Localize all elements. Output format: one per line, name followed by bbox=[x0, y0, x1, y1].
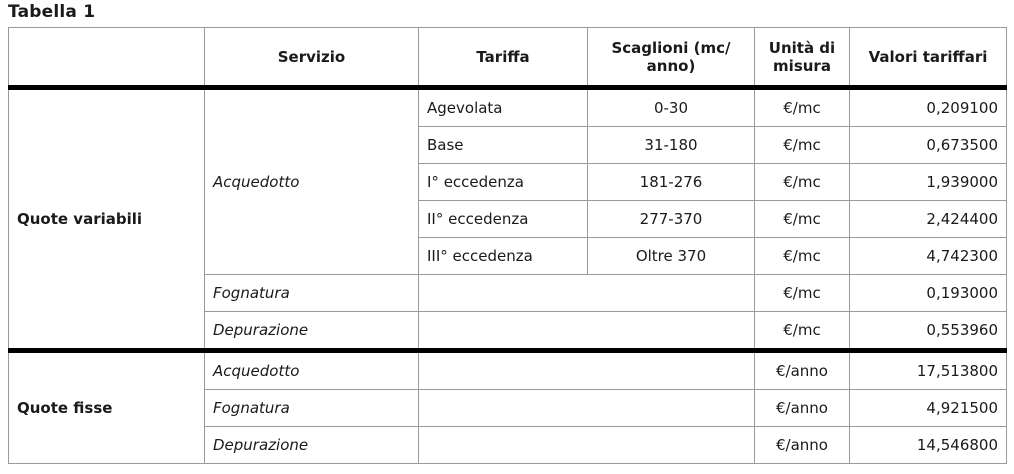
header-scaglioni: Scaglioni (mc/ anno) bbox=[588, 28, 755, 88]
scaglioni-cell: 31-180 bbox=[588, 127, 755, 164]
empty-cell bbox=[419, 427, 755, 464]
group-label-quote-fisse: Quote fisse bbox=[9, 351, 205, 464]
unita-cell: €/mc bbox=[755, 88, 850, 127]
valore-cell: 1,939000 bbox=[850, 164, 1007, 201]
service-depurazione: Depurazione bbox=[205, 312, 419, 351]
header-valori: Valori tariffari bbox=[850, 28, 1007, 88]
unita-cell: €/anno bbox=[755, 427, 850, 464]
empty-cell bbox=[419, 390, 755, 427]
header-row bbox=[9, 28, 1007, 88]
unita-cell: €/anno bbox=[755, 390, 850, 427]
header-empty bbox=[9, 28, 205, 88]
unita-cell: €/anno bbox=[755, 351, 850, 390]
empty-cell bbox=[419, 275, 755, 312]
table-title: Tabella 1 bbox=[8, 2, 96, 22]
unita-cell: €/mc bbox=[755, 127, 850, 164]
valore-cell: 2,424400 bbox=[850, 201, 1007, 238]
unita-cell: €/mc bbox=[755, 164, 850, 201]
valore-cell: 4,742300 bbox=[850, 238, 1007, 275]
empty-cell bbox=[419, 312, 755, 351]
scaglioni-cell: 181-276 bbox=[588, 164, 755, 201]
valore-cell: 14,546800 bbox=[850, 427, 1007, 464]
header-servizio: Servizio bbox=[205, 28, 419, 88]
scaglioni-cell: 277-370 bbox=[588, 201, 755, 238]
valore-cell: 4,921500 bbox=[850, 390, 1007, 427]
valore-cell: 0,209100 bbox=[850, 88, 1007, 127]
table-row bbox=[9, 351, 1007, 390]
unita-cell: €/mc bbox=[755, 238, 850, 275]
tariffa-cell: Agevolata bbox=[419, 88, 588, 127]
unita-cell: €/mc bbox=[755, 275, 850, 312]
table-row bbox=[9, 88, 1007, 127]
valore-cell: 0,673500 bbox=[850, 127, 1007, 164]
tariffa-cell: Base bbox=[419, 127, 588, 164]
valore-cell: 17,513800 bbox=[850, 351, 1007, 390]
unita-cell: €/mc bbox=[755, 201, 850, 238]
group-label-quote-variabili: Quote variabili bbox=[9, 88, 205, 351]
empty-cell bbox=[419, 351, 755, 390]
tariffa-cell: I° eccedenza bbox=[419, 164, 588, 201]
service-acquedotto: Acquedotto bbox=[205, 88, 419, 275]
header-tariffa: Tariffa bbox=[419, 28, 588, 88]
service-fognatura: Fognatura bbox=[205, 390, 419, 427]
tariffa-cell: II° eccedenza bbox=[419, 201, 588, 238]
valore-cell: 0,193000 bbox=[850, 275, 1007, 312]
scaglioni-cell: 0-30 bbox=[588, 88, 755, 127]
unita-cell: €/mc bbox=[755, 312, 850, 351]
service-depurazione: Depurazione bbox=[205, 427, 419, 464]
service-fognatura: Fognatura bbox=[205, 275, 419, 312]
scaglioni-cell: Oltre 370 bbox=[588, 238, 755, 275]
tariff-table bbox=[8, 27, 1007, 464]
valore-cell: 0,553960 bbox=[850, 312, 1007, 351]
header-unita: Unità di misura bbox=[755, 28, 850, 88]
tariffa-cell: III° eccedenza bbox=[419, 238, 588, 275]
service-acquedotto: Acquedotto bbox=[205, 351, 419, 390]
